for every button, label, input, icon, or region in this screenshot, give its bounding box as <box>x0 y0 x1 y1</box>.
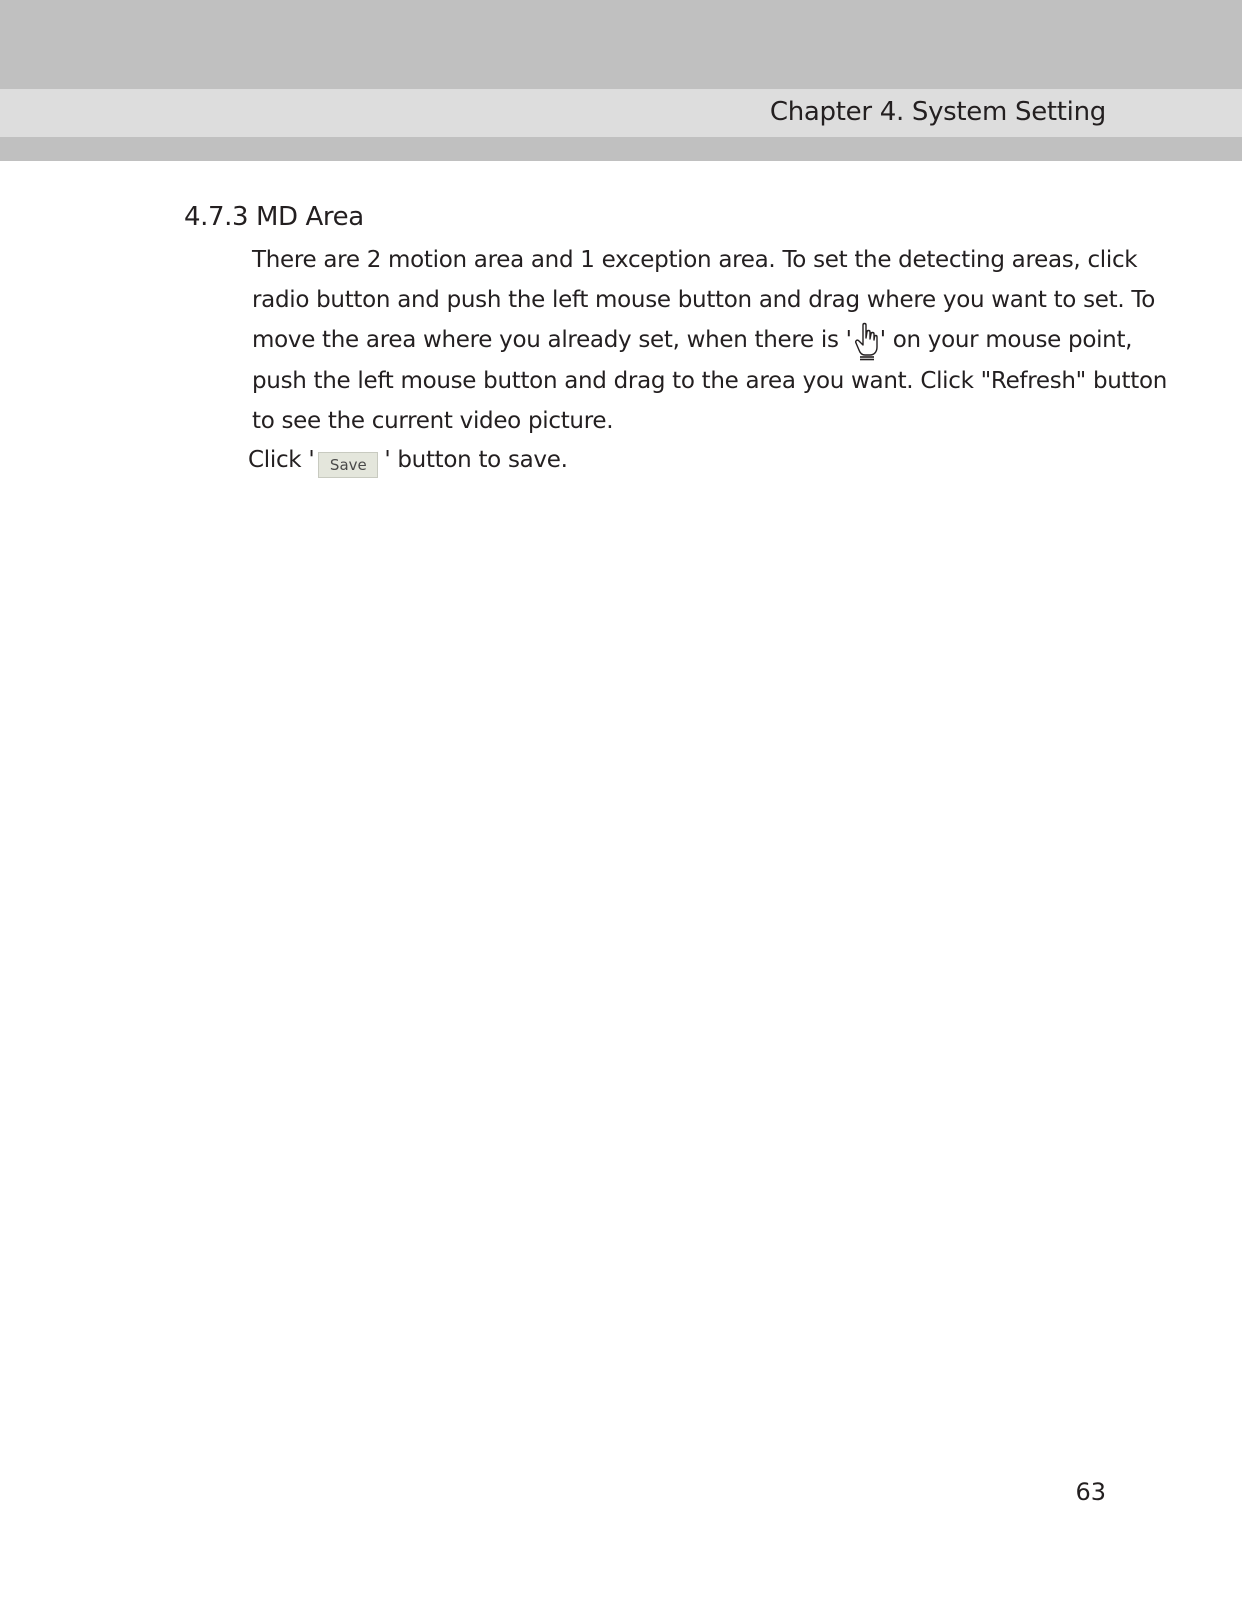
body-line: push the left mouse button and drag to the area you want. Click "Refresh" button <box>252 368 1168 394</box>
save-suffix: ' button to save. <box>384 447 568 473</box>
body-line-with-icon <box>252 320 1133 361</box>
save-button[interactable]: Save <box>318 452 378 478</box>
header-bar-bottom <box>0 137 1242 161</box>
page-number: 63 <box>1075 1478 1106 1506</box>
hand-pointer-icon <box>854 321 878 361</box>
body-line-part: ' on your mouse point, <box>879 327 1133 353</box>
body-line: radio button and push the left mouse button and drag where you want to set. To <box>252 287 1155 313</box>
body-line-part: move the area where you already set, when there is ' <box>252 327 852 353</box>
header-bar-top <box>0 0 1242 89</box>
save-prefix: Click ' <box>248 447 315 473</box>
save-instruction <box>248 440 568 480</box>
chapter-title: Chapter 4. System Setting <box>769 97 1106 127</box>
section-heading: 4.7.3 MD Area <box>184 202 364 232</box>
body-line: to see the current video picture. <box>252 408 614 434</box>
body-line: There are 2 motion area and 1 exception area. To set the detecting areas, click <box>252 247 1138 273</box>
section-body <box>252 240 1168 441</box>
